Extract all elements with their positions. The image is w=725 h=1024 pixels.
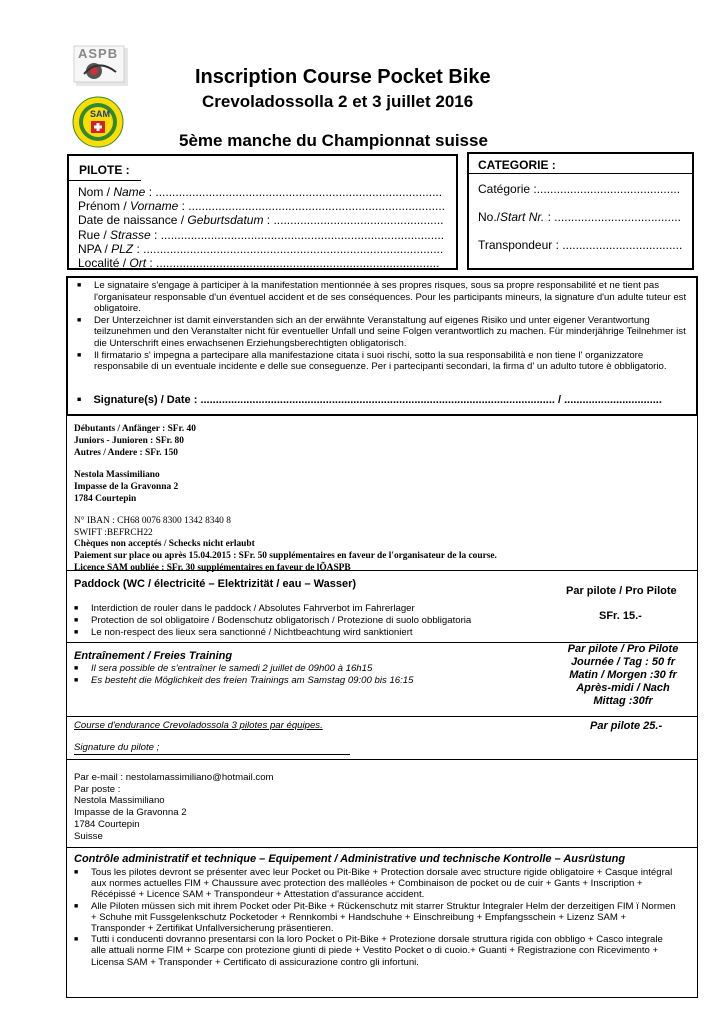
training-price-line: Journée / Tag : 50 fr xyxy=(570,656,676,668)
pilote-heading-rule xyxy=(69,180,141,181)
signature-dots: .................................................................................................................... xyxy=(200,394,555,406)
contact-street: Impasse de la Gravonna 2 xyxy=(74,807,187,819)
field-dots: : ..................................................................................... xyxy=(146,256,440,271)
fee-autres: Autres / Andere : SFr. 150 xyxy=(74,448,178,458)
paddock-price: SFr. 15.- xyxy=(599,610,642,622)
endurance-price: Par pilote 25.- xyxy=(590,720,663,732)
field-categorie[interactable] xyxy=(478,182,680,196)
signature-dots2: ................................ xyxy=(564,394,662,406)
divider xyxy=(66,716,698,717)
field-dots: : ............................................................................. xyxy=(178,199,445,214)
fee-debutants: Débutants / Anfänger : SFr. 40 xyxy=(74,424,196,434)
signature-date-field[interactable] xyxy=(77,394,662,406)
sam-logo-text: SAM xyxy=(90,109,110,119)
disclaimer-list xyxy=(77,280,687,373)
field-localite[interactable] xyxy=(78,256,445,270)
training-price-line: Par pilote / Pro Pilote xyxy=(567,643,679,655)
contact-name: Nestola Massimiliano xyxy=(74,795,165,807)
field-label: Transpondeur : xyxy=(478,238,563,252)
paddock-heading: Paddock (WC / électricité – Elektrizität / eau – Wasser) xyxy=(74,578,357,590)
controle-item-text: Alle Piloten müssen sich mit ihrem Pocket oder Pit-Bike + Rückenschutz mit starrer Struktur Integraler Helm der derzeitigen FIM ï Normen + Schuhe mit Fussgelenkschutz Pocketoder + Rennkombi + Handschuhe + Einschreibung + Empfangsschein + Lizenz SAM + Transponder + Zertifikat Unfallversicherung präsentieren. xyxy=(91,900,676,935)
iban: N° IBAN : CH68 0076 8300 1342 8340 8 xyxy=(74,516,231,526)
signature-sep: / xyxy=(554,394,565,406)
field-dots: : ...................................... xyxy=(544,210,681,224)
field-label-de: Strasse xyxy=(110,227,151,242)
field-dots: .................................... xyxy=(562,238,683,252)
divider xyxy=(66,759,698,760)
field-label: Prénom / xyxy=(78,199,131,214)
training-price-line: Mittag :30fr xyxy=(593,695,653,707)
page-title: Inscription Course Pocket Bike xyxy=(195,66,491,88)
late-payment-note: Paiement sur place ou après 15.04.2015 : SFr. 50 supplémentaires en faveur de l'organisateur de la course. xyxy=(74,551,497,561)
field-label-de: Geburtsdatum xyxy=(187,213,264,228)
disclaimer-item-fr: ■ Le signataire s'engage à participer à la manifestation mentionnée à ses propres risques, sous sa propre responsabilité et ne tient pas l'organisateur responsable d'un éventuel accident et de ses conséquences. Pour les participants mineurs, la signature d'un adulte tuteur est obligatoire. xyxy=(77,280,687,315)
controle-list xyxy=(74,867,679,968)
training-item: ■ Il sera possible de s'entraîner le samedi 2 juillet de 09h00 à 16h15 xyxy=(74,663,373,674)
divider xyxy=(66,847,698,848)
field-label: Localité / xyxy=(78,256,130,271)
divider xyxy=(66,570,698,571)
field-label: Nom / xyxy=(78,185,114,199)
categorie-heading: CATEGORIE : xyxy=(478,158,556,172)
categorie-section xyxy=(467,152,694,270)
contact-section xyxy=(74,772,274,842)
categorie-heading-rule xyxy=(469,173,692,174)
cheques-note: Chèques non acceptés / Schecks nicht erlaubt xyxy=(74,539,255,549)
pilote-section xyxy=(67,154,458,270)
controle-item-text: Tous les pilotes devront se présenter avec leur Pocket ou Pit-Bike + Protection dorsale avec structure rigide obligatoire + Casque intégral aux normes actuelles FIM + Chaussure avec protection des malléoles + Combinaison de pocket ou de cuir + Gants + Inscription + Récépissé + Licence SAM + Transpondeur + Attestation d'assurance accident. xyxy=(91,867,673,901)
paddock-price-label: Par pilote / Pro Pilote xyxy=(566,585,677,597)
training-list xyxy=(74,663,544,687)
field-dots: : ..................................................................................... xyxy=(150,227,445,242)
controle-item-fr: ■ Tous les pilotes devront se présenter avec leur Pocket ou Pit-Bike + Protection dorsale avec structure rigide obligatoire + Casque intégral aux normes actuelles FIM + Chaussure avec protection des malléoles + Combinaison de pocket ou de cuir + Gants + Inscription + Récépissé + Licence SAM + Transpondeur + Attestation d'assurance accident. xyxy=(74,867,673,901)
disclaimer-text: Der Unterzeichner ist damit einverstanden sich an der erwähnte Veranstaltung auf eigenes Risiko und unter eigener Verantwortung teilzunehmen und den Veranstalter nicht für eventueller Unfall und seine Folgen verantwortlich zu machen. Für minderjährige Teilnehmer ist die Unterschrift eines erwachsenen Erziehungsberechtigten obligatorisch. xyxy=(94,314,686,349)
training-price-line: Après-midi / Nach xyxy=(576,682,670,694)
paddock-rule-text: Interdiction de rouler dans le paddock / Absolutes Fahrverbot im Fahrerlager xyxy=(91,603,415,614)
training-item: ■ Es besteht die Möglichkeit des freien Trainings am Samstag 09:00 bis 16:15 xyxy=(74,675,414,686)
payee-name: Nestola Massimiliano xyxy=(74,470,160,480)
training-prices xyxy=(553,643,693,708)
paddock-rule: ■ Protection de sol obligatoire / Bodenschutz obligatorisch / Protezione di suolo obbligatoria xyxy=(74,615,472,626)
controle-item-de: ■ Alle Piloten müssen sich mit ihrem Pocket oder Pit-Bike + Rückenschutz mit starrer Struktur Integraler Helm der derzeitigen FIM ï Normen + Schuhe mit Fussgelenkschutz Pocketoder + Rennkombi + Handschuhe + Einschreibung + Empfangsschein + Lizenz SAM + Transponder + Zertifikat Unfallversicherung präsentieren. xyxy=(74,900,676,935)
aspb-logo xyxy=(72,44,130,88)
training-item-text: Il sera possible de s'entraîner le samedi 2 juillet de 09h00 à 16h15 xyxy=(91,663,373,674)
aspb-logo-text: ASPB xyxy=(78,46,119,61)
bullet-icon: ■ xyxy=(77,396,82,404)
field-rue[interactable] xyxy=(78,228,445,242)
field-start-nr[interactable] xyxy=(478,210,681,224)
disclaimer-item-it: ■ Il firmatario s' impegna a partecipare alla manifestazione citata i suoi rischi, sotto la sua responsabilità e non tiene l' organizzatore responsabile di un eventuale incidente e delle sue conseguenze. Per i partecipanti secondari, la firma d' un adulto tutore è obbligatorio. xyxy=(77,349,667,373)
field-label-de: Start Nr. xyxy=(500,210,545,224)
pilote-heading: PILOTE : xyxy=(79,163,130,177)
contact-country: Suisse xyxy=(74,830,103,842)
field-label: Catégorie : xyxy=(478,182,537,196)
field-nom[interactable] xyxy=(78,185,445,199)
page-subtitle: Crevoladossolla 2 et 3 juillet 2016 xyxy=(202,92,474,111)
training-price-line: Matin / Morgen :30 fr xyxy=(569,669,677,681)
payee-street: Impasse de la Gravonna 2 xyxy=(74,482,179,492)
contact-post-label: Par poste : xyxy=(74,783,121,795)
field-label: Date de naissance / xyxy=(78,213,188,228)
championship-title: 5ème manche du Championnat suisse xyxy=(179,131,488,150)
field-dots: : ...................................................................................... xyxy=(145,185,443,199)
field-npa[interactable] xyxy=(78,242,445,256)
paddock-rule: ■ Interdiction de rouler dans le paddock / Absolutes Fahrverbot im Fahrerlager xyxy=(74,603,415,614)
controle-item-text: Tutti i conducenti dovranno presentarsi con la loro Pocket o Pit-Bike + Protezione dorsale struttura rigida con obbligo + Casco integrale alle attuali norme FIM + Scarpe con protezione giunti di piede + Vestito Pocket o di cuoio.+ Guanti + Registrazione con Ricevimento + Licensa SAM + Transponder + Certificato di assicurazione contro gli infortuni. xyxy=(91,934,663,968)
payee-city: 1784 Courtepin xyxy=(74,494,137,504)
disclaimer-section xyxy=(66,276,698,416)
field-dots: : ................................................... xyxy=(263,213,444,228)
field-label: NPA / xyxy=(78,241,112,256)
endurance-heading: Course d'endurance Crevoladossola 3 pilotes par équipes. xyxy=(74,720,323,731)
controle-item-it: ■ Tutti i conducenti dovranno presentarsi con la loro Pocket o Pit-Bike + Protezione dorsale struttura rigida con obbligo + Casco integrale alle attuali norme FIM + Scarpe con protezione giunti di piede + Vestito Pocket o di cuoio.+ Guanti + Registrazione con Ricevimento + Licensa SAM + Transponder + Certificato di assicurazione contro gli infortuni. xyxy=(74,934,663,968)
swift: SWIFT :BEFRCH22 xyxy=(74,528,153,538)
field-label-de: Name xyxy=(113,185,146,199)
field-prenom[interactable] xyxy=(78,199,445,213)
training-heading: Entraînement / Freies Training xyxy=(74,650,233,662)
field-label: No./ xyxy=(478,210,501,224)
sam-logo xyxy=(72,96,124,148)
field-label-de: PLZ xyxy=(111,241,134,256)
controle-heading: Contrôle administratif et technique – Equipement / Administrative und technische Kontrolle – Ausrüstung xyxy=(74,853,626,865)
field-date-naissance[interactable] xyxy=(78,213,445,227)
field-dots: : .......................................................................................... xyxy=(133,241,444,256)
endurance-signature-line xyxy=(74,754,350,755)
field-label-de: Vorname xyxy=(130,199,179,214)
disclaimer-text: Il firmatario s' impegna a partecipare alla manifestazione citata i suoi rischi, sotto la sua responsabilità e non tiene l' organizzatore responsabile di un eventuale incidente e delle sue conseguenze. Per i partecipanti secondari, la firma d' un adulto tutore è obbligatorio. xyxy=(94,349,667,373)
training-item-text: Es besteht die Möglichkeit des freien Trainings am Samstag 09:00 bis 16:15 xyxy=(91,675,414,686)
licence-note: Licence SAM oubliée : SFr. 30 supplémentaires en faveur de lÕASPB xyxy=(74,563,351,573)
pilote-fields xyxy=(78,185,445,270)
field-label: Rue / xyxy=(78,227,111,242)
field-label-de: Ort xyxy=(129,256,147,271)
endurance-signature[interactable]: Signature du pilote ; xyxy=(74,742,160,753)
fee-juniors: Juniors - Junioren : SFr. 80 xyxy=(74,436,184,446)
paddock-rules xyxy=(74,603,554,639)
disclaimer-item-de: ■ Der Unterzeichner ist damit einverstanden sich an der erwähnte Veranstaltung auf eigenes Risiko und unter eigener Verantwortung teilzunehmen und den Veranstalter nicht für eventueller Unfall und seine Folgen verantwortlich zu machen. Für minderjährige Teilnehmer ist die Unterschrift eines erwachsenen Erziehungsberechtigten obligatorisch. xyxy=(77,314,686,349)
signature-label: Signature(s) / Date : xyxy=(93,394,201,406)
contact-email[interactable]: Par e-mail : nestolamassimiliano@hotmail.com xyxy=(74,772,274,783)
paddock-rule-text: Protection de sol obligatoire / Bodenschutz obligatorisch / Protezione di suolo obbligatoria xyxy=(91,615,472,626)
paddock-rule: ■ Le non-respect des lieux sera sanctionné / Nichtbeachtung wird sanktioniert xyxy=(74,627,413,638)
paddock-rule-text: Le non-respect des lieux sera sanctionné / Nichtbeachtung wird sanktioniert xyxy=(91,627,413,638)
field-transpondeur[interactable] xyxy=(478,238,682,252)
contact-city: 1784 Courtepin xyxy=(74,818,140,830)
field-dots: ........................................... xyxy=(536,182,681,196)
disclaimer-text: Le signataire s'engage à participer à la manifestation mentionnée à ses propres risques, sous sa propre responsabilité et ne tient pas l'organisateur responsable d'un éventuel accident et de ses conséquences. Pour les participants mineurs, la signature d'un adulte tuteur est obligatoire. xyxy=(94,280,687,315)
